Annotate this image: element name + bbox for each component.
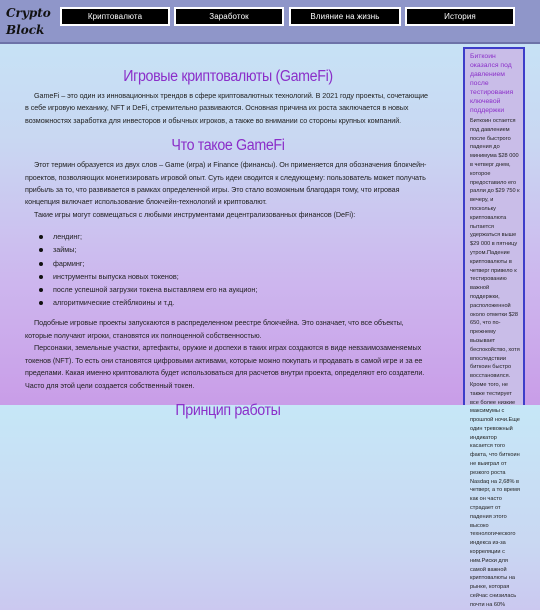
section-heading-how-it-works: Принцип работы [175, 401, 281, 419]
site-header [0, 0, 540, 44]
nav-earnings[interactable]: Заработок [174, 7, 284, 26]
paragraph-definition: Этот термин образуется из двух слов – Game (игра) и Finance (финансы). Он применяется для обозначения блокчейн-проектов, позволяющих монетизировать игровой опыт. Суть идеи сводится к следующему: пользователь может получать прибыль за то, что развивается в рамках определенной игры. Это стало возможным благодаря тому, что игровая концепция включает использование блокчейн-технологий и криптовалют. [25, 160, 427, 207]
nav-cryptocurrency[interactable]: Криптовалюта [60, 7, 170, 26]
list-item: после успешной загрузки токена выставляем его на аукцион; [39, 283, 431, 296]
main-content [0, 58, 456, 419]
section-heading-gamefi: Игровые криптовалюты (GameFi) [123, 68, 333, 85]
defi-tools-list [39, 230, 431, 309]
paragraph-defi-intro: Такие игры могут совмещаться с любыми инструментами децентрализованных финансов (DeFi): [34, 209, 356, 219]
list-item: фарминг; [39, 257, 431, 270]
site-logo[interactable] [6, 5, 56, 39]
list-item: займы; [39, 243, 431, 256]
list-item: инструменты выпуска новых токенов; [39, 270, 431, 283]
news-title[interactable]: Биткоин оказался под давлением после тестирования ключевой поддержки [470, 53, 514, 114]
paragraph-blockchain: Подобные игровые проекты запускаются в распределенном реестре блокчейна. Это означает, что все объекты, которые получают игроки, становятся их полноценной собственностью. [25, 318, 404, 340]
news-sidebar [463, 47, 525, 608]
list-item: лендинг; [39, 230, 431, 243]
paragraph-intro: GameFi – это один из инновационных трендов в сфере криптовалютных технологий. В 2021 году проекты, сочетающие в себе игровую механику, NFT и DeFi, стремительно развиваются. Основная причина их роста заключается в новых возможностях заработка для инвесторов и обычных игроков, а также во внимании со стороны крупных компаний. [25, 91, 428, 125]
nav-life-impact[interactable]: Влияние на жизнь [289, 7, 401, 26]
list-item: алгоритмические стейблкоины и т.д. [39, 296, 431, 309]
logo-line-1: Crypto [6, 6, 51, 20]
paragraph-nft: Персонажи, земельные участки, артефакты, оружие и доспехи в таких играх создаются в виде невзаимозаменяемых токенов (NFT). То есть они становятся цифровыми активами, которые можно покупать и продавать в самой игре и за ее пределами. Какая именно криптовалюта будет использоваться для расчетов внутри проекта, определяют его создатели. Часто для этой цели создается собственный токен. [25, 343, 425, 390]
section-heading-what-is: Что такое GameFi [171, 137, 285, 155]
nav-history[interactable]: История [405, 7, 515, 26]
news-text: Биткоин остается под давлением после быстрого падения до минимума $28 000 в четверг днем, которое предоставило его ралли до $29 750 к вечеру, и поскольку криптовалюта пытается удержаться выше $29 000 в пятницу утром.Падение криптовалюты в четверг привело к тестированию важной поддержки, расположенной около отметки $28 650, что по-прежнему вызывает беспокойство, хотя впоследствии биткоин быстро восстановился. Кроме того, не также тестирует все более низкие максимумы с прошлой ночи.Еще один тревожный индикатор касается того факта, что биткоин не выиграл от резкого роста Nasdaq на 2,68% в четверг, а то время как он часто страдает от падения этого высоко технологического индекса из-за корреляции с ним.Риски для самой важной криптовалюты на рынке, которая сейчас снизилась почти на 60% [470, 118, 520, 608]
logo-line-2: Block [6, 23, 45, 37]
